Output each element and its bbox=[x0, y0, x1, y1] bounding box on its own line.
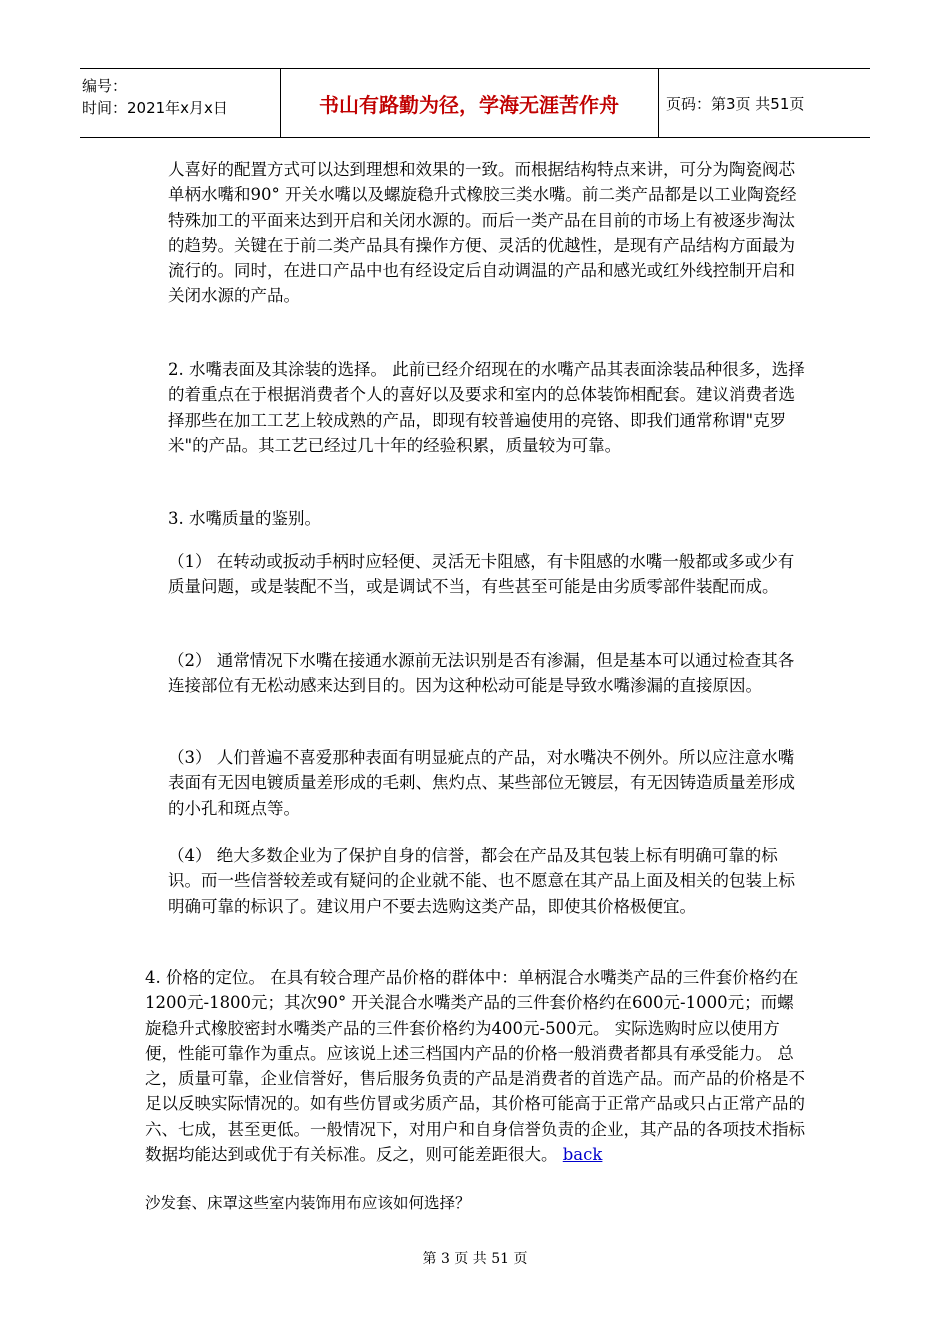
next-question-heading: 沙发套、床罩这些室内装饰用布应该如何选择？ bbox=[145, 1194, 471, 1212]
paragraph-quality-item-4: （4） 绝大多数企业为了保护自身的信誉，都会在产品及其包装上标有明确可靠的标识。而一些信誉较差或有疑问的企业就不能、也不愿意在其产品上面及相关的包装上标明确可靠的标识了。建议用户不要去选购这类产品，即使其价格极便宜。 bbox=[168, 846, 795, 916]
page-header bbox=[80, 68, 870, 138]
header-page-number: 页码：第3页 共51页 bbox=[666, 94, 805, 113]
paragraph-price-positioning bbox=[145, 965, 810, 1167]
header-meta bbox=[82, 75, 278, 119]
back-link[interactable]: back bbox=[562, 1145, 603, 1165]
paragraph-quality-heading: 3. 水嘴质量的鉴别。 bbox=[168, 509, 321, 528]
paragraph-quality-item-2: （2） 通常情况下水嘴在接通水源前无法识别是否有渗漏，但是基本可以通过检查其各连接部位有无松动感来达到目的。因为这种松动可能是导致水嘴渗漏的直接原因。 bbox=[168, 651, 795, 696]
document-number-label: 编号： bbox=[82, 77, 128, 95]
paragraph-surface-coating: 2. 水嘴表面及其涂装的选择。 此前已经介绍现在的水嘴产品其表面涂装品种很多，选择的着重点在于根据消费者个人的喜好以及要求和室内的总体装饰相配套。建议消费者选择那些在加工工艺上较成熟的产品，即现有较普遍使用的亮铬、即我们通常称谓"克罗米"的产品。其工艺已经过几十年的经验积累，质量较为可靠。 bbox=[168, 360, 805, 455]
header-motto: 书山有路勤为径，学海无涯苦作舟 bbox=[319, 92, 619, 117]
header-divider bbox=[658, 69, 659, 137]
price-paragraph-text: 4. 价格的定位。 在具有较合理产品价格的群体中：单柄混合水嘴类产品的三件套价格约在1200元-1800元；其次90° 开关混合水嘴类产品的三件套价格约在600元-1000元；而螺旋稳升式橡胶密封水嘴类产品的三件套价格约为400元-500元。 实际选购时应以使用方便，性能可靠作为重点。应该说上述三档国内产品的价格一般消费者都具有承受能力。 总之，质量可靠，企业信誉好，售后服务负责的产品是消费者的首选产品。而产品的价格是不足以反映实际情况的。如有些仿冒或劣质产品，其价格可能高于正常产品或只占正常产品的六、七成，甚至更低。一般情况下，对用户和自身信誉负责的企业，其产品的各项技术指标数据均能达到或优于有关标准。反之，则可能差距很大。 bbox=[145, 968, 805, 1165]
page-footer: 第 3 页 共 51 页 bbox=[422, 1251, 528, 1267]
paragraph-quality-item-3: （3） 人们普遍不喜爱那种表面有明显疵点的产品，对水嘴决不例外。所以应注意水嘴表面有无因电镀质量差形成的毛刺、焦灼点、某些部位无镀层，有无因铸造质量差形成的小孔和斑点等。 bbox=[168, 748, 795, 818]
paragraph-faucet-structure: 人喜好的配置方式可以达到理想和效果的一致。而根据结构特点来讲，可分为陶瓷阀芯单柄水嘴和90° 开关水嘴以及螺旋稳升式橡胶三类水嘴。前二类产品都是以工业陶瓷经特殊加工的平面来达到开启和关闭水源的。而后一类产品在目前的市场上有被逐步淘汰的趋势。关键在于前二类产品具有操作方便、灵活的优越性，是现有产品结构方面最为流行的。同时，在进口产品中也有经设定后自动调温的产品和感光或红外线控制开启和关闭水源的产品。 bbox=[168, 160, 797, 306]
document-time-label: 时间：2021年x月x日 bbox=[82, 99, 228, 117]
paragraph-quality-item-1: （1） 在转动或扳动手柄时应轻便、灵活无卡阻感，有卡阻感的水嘴一般都或多或少有质量问题，或是装配不当，或是调试不当，有些甚至可能是由劣质零部件装配而成。 bbox=[168, 552, 795, 597]
